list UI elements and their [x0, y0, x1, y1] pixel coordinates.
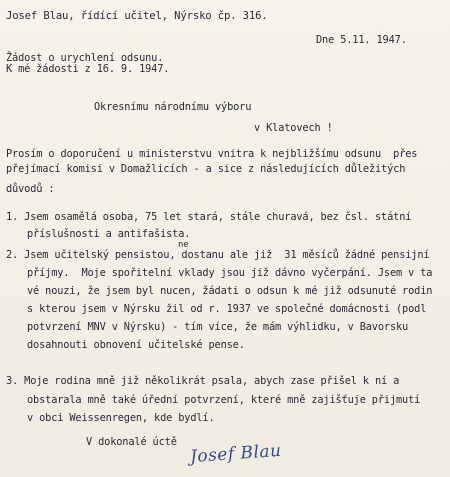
reference-line: K mé žádosti z 16. 9. 1947. — [6, 63, 170, 75]
intro-line: přejímací komisi v Domažlicích - a sice z následujících důležitých — [6, 163, 406, 175]
handwritten-insertion: ne — [178, 240, 189, 250]
item-2-line: vé nouzi, že jsem byl nucen, žádati o odsun k mé již odsunuté rodin — [27, 285, 433, 297]
item-2-line: s kterou jsem v Nýrsku žil od r. 1937 ve společné domácnosti (podl — [27, 303, 427, 315]
handwritten-signature: Josef Blau — [189, 440, 283, 468]
intro-line: důvodů : — [6, 183, 55, 195]
item-2-line: potvrzení MNV v Nýrsku) - tím více, že mám výhlidku, v Bavorsku — [27, 321, 409, 333]
closing-phrase: V dokonalé úctě — [86, 436, 177, 448]
item-2-line: příjmy. Moje spořitelní vklady jsou již dávno vyčerpání. Jsem v ta — [27, 267, 433, 279]
item-3-line: obstarala mně také úřední potvrzení, které mně zajišťuje přijmutí — [27, 394, 421, 406]
subject-line: Žádost o urychlení odsunu. — [6, 52, 164, 64]
letter-date: Dne 5.11. 1947. — [316, 34, 407, 46]
item-3-line: 3. Moje rodina mně již několikrát psala, abych zase přišel k ní a — [6, 375, 400, 387]
item-1-line: 1. Jsem osamělá osoba, 75 let stará, stále churavá, bez čsl. státní — [6, 211, 412, 223]
intro-line: Prosím o doporučení u ministerstvu vnitra k nejbližšímu odsunu přes — [6, 148, 418, 160]
item-2-line: 2. Jsem učitelský pensistou, dostanu ale již 31 měsíců žádné pensijní — [6, 249, 430, 261]
letter-header: Josef Blau, řídící učitel, Nýrsko čp. 316. — [6, 10, 268, 22]
addressee-office: Okresnímu národnímu výboru — [94, 101, 252, 113]
item-3-line: v obci Weissenregen, kde bydlí. — [27, 412, 215, 424]
addressee-city: v Klatovech ! — [254, 122, 333, 134]
item-1-line: příslušnosti a antifašista. — [27, 228, 191, 240]
item-2-line: dosahnouti obnovení učitelské pense. — [27, 339, 245, 351]
